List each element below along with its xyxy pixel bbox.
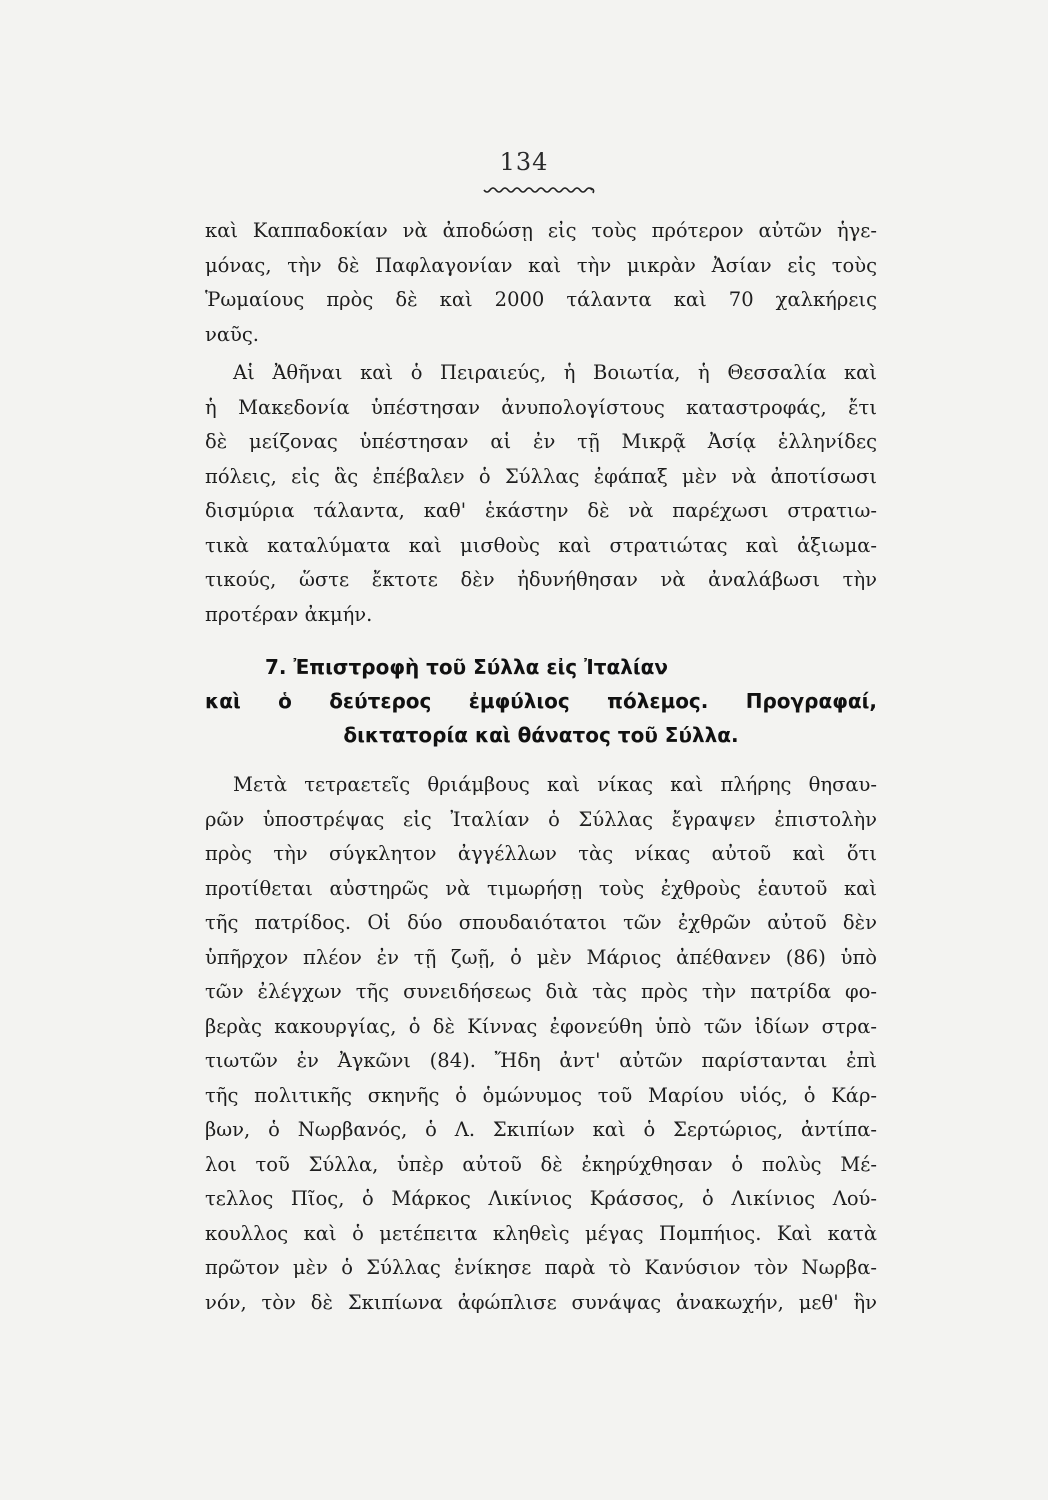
paragraph-1 — [205, 214, 877, 352]
text-line: ναῦς. — [205, 322, 259, 346]
text-line: καὶ Καππαδοκίαν νὰ ἀποδώσῃ εἰς τοὺς πρότερον αὐτῶν ἡγε- — [205, 219, 877, 242]
page-number: 134 — [499, 148, 549, 176]
text-line: τῆς πολιτικῆς σκηνῆς ὁ ὁμώνυμος τοῦ Μαρίου υἱός, ὁ Κάρ- — [205, 1083, 877, 1107]
text-line: πρὸς τὴν σύγκλητον ἀγγέλλων τὰς νίκας αὐτοῦ καὶ ὅτι — [205, 842, 877, 865]
text-line: ἡ Μακεδονία ὑπέστησαν ἀνυπολογίστους καταστροφάς, ἔτι — [205, 395, 877, 419]
text-line: ὑπῆρχον πλέον ἐν τῇ ζωῇ, ὁ μὲν Μάριος ἀπέθανεν (86) ὑπὸ — [205, 945, 877, 969]
text-line: Ῥωμαίους πρὸς δὲ καὶ 2000 τάλαντα καὶ 70 χαλκήρεις — [205, 288, 877, 311]
text-line: δὲ μείζονας ὑπέστησαν αἱ ἐν τῇ Μικρᾷ Ἀσίᾳ ἑλληνίδες — [205, 430, 877, 453]
text-line: τελλος Πῖος, ὁ Μάρκος Λικίνιος Κράσσος, ὁ Λικίνιος Λού- — [205, 1187, 877, 1210]
text-line: βων, ὁ Νωρβανός, ὁ Λ. Σκιπίων καὶ ὁ Σερτώριος, ἀντίπα- — [205, 1118, 877, 1141]
text-line: Αἱ Ἀθῆναι καὶ ὁ Πειραιεύς, ἡ Βοιωτία, ἡ Θεσσαλία καὶ — [233, 361, 877, 384]
heading-line: 7. Ἐπιστροφὴ τοῦ Σύλλα εἰς Ἰταλίαν — [265, 655, 669, 679]
text-line: ρῶν ὑποστρέψας εἰς Ἰταλίαν ὁ Σύλλας ἔγραψεν ἐπιστολὴν — [205, 807, 877, 831]
text-line: μόνας, τὴν δὲ Παφλαγονίαν καὶ τὴν μικρὰν Ἀσίαν εἰς τοὺς — [205, 253, 877, 277]
text-line: δισμύρια τάλαντα, καθ' ἑκάστην δὲ νὰ παρέχωσι στρατιω- — [205, 499, 877, 522]
text-line: Μετὰ τετραετεῖς θριάμβους καὶ νίκας καὶ πλήρης θησαυ- — [233, 773, 877, 796]
text-line: τιωτῶν ἐν Ἀγκῶνι (84). Ἤδη ἀντ' αὐτῶν παρίστανται ἐπὶ — [205, 1049, 877, 1072]
text-line: τῶν ἐλέγχων τῆς συνειδήσεως διὰ τὰς πρὸς τὴν πατρίδα φο- — [205, 980, 877, 1003]
paragraph-2 — [205, 356, 877, 632]
text-line: νόν, τὸν δὲ Σκιπίωνα ἀφώπλισε συνάψας ἀνακωχήν, μεθ' ἣν — [205, 1290, 877, 1314]
text-line: βερὰς κακουργίας, ὁ δὲ Κίννας ἐφονεύθη ὑπὸ τῶν ἰδίων στρα- — [205, 1014, 877, 1038]
text-line: κουλλος καὶ ὁ μετέπειτα κληθεὶς μέγας Πομπήιος. Καὶ κατὰ — [205, 1221, 877, 1245]
heading-line: δικτατορία καὶ θάνατος τοῦ Σύλλα. — [343, 723, 739, 747]
text-line: τικὰ καταλύματα καὶ μισθοὺς καὶ στρατιώτας καὶ ἀξιωμα- — [205, 533, 877, 557]
section-heading — [205, 650, 877, 752]
text-line: προτέραν ἀκμήν. — [205, 602, 373, 626]
heading-line: καὶ ὁ δεύτερος ἐμφύλιος πόλεμος. Προγραφαί, — [205, 689, 877, 713]
text-line: προτίθεται αὐστηρῶς νὰ τιμωρήσῃ τοὺς ἐχθροὺς ἑαυτοῦ καὶ — [205, 876, 877, 900]
text-line: πρῶτον μὲν ὁ Σύλλας ἐνίκησε παρὰ τὸ Κανύσιον τὸν Νωρβα- — [205, 1256, 877, 1279]
text-line: πόλεις, εἰς ἃς ἐπέβαλεν ὁ Σύλλας ἐφάπαξ μὲν νὰ ἀποτίσωσι — [205, 464, 877, 488]
decorative-rule-icon — [482, 186, 596, 196]
text-line: τῆς πατρίδος. Οἱ δύο σπουδαιότατοι τῶν ἐχθρῶν αὐτοῦ δὲν — [205, 911, 877, 934]
text-line: λοι τοῦ Σύλλα, ὑπὲρ αὐτοῦ δὲ ἐκηρύχθησαν ὁ πολὺς Μέ- — [205, 1152, 877, 1176]
text-line: τικούς, ὥστε ἔκτοτε δὲν ἠδυνήθησαν νὰ ἀναλάβωσι τὴν — [205, 568, 877, 591]
paragraph-3 — [205, 768, 877, 1320]
